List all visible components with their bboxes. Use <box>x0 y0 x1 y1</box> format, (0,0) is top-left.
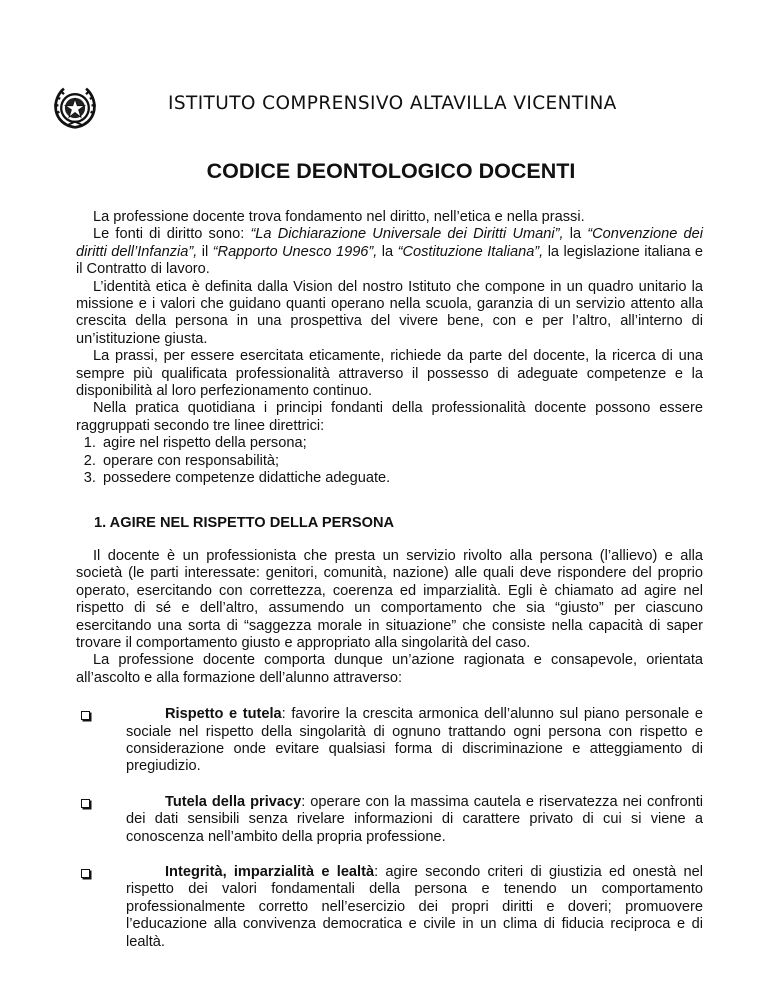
list-item <box>76 864 703 951</box>
principle-text: : favorire la crescita armonica dell’alunno sul piano personale e sociale nel rispetto della singolarità di ognuno trattando ogni persona con rispetto e considerazione onde evitare qualsiasi forma di discriminazione e atteggiamento di pregiudizio. <box>126 706 703 775</box>
square-bullet-icon <box>76 864 126 951</box>
school-name: ISTITUTO COMPRENSIVO ALTAVILLA VICENTINA <box>168 93 617 114</box>
square-bullet-icon <box>76 794 126 846</box>
principle-term: Rispetto e tutela <box>165 706 282 723</box>
intro-paragraph: La prassi, per essere esercitata eticamente, richiede da parte del docente, la ricerca di una sempre più qualificata professionalità attraverso il possesso di adeguate competenze e la disponibilità al loro perfezionamento continuo. <box>76 348 703 400</box>
guidelines-list <box>76 435 703 487</box>
list-item: 2. operare con responsabilità; <box>100 453 703 470</box>
list-item <box>76 794 703 846</box>
principle-term: Integrità, imparzialità e lealtà <box>165 864 375 880</box>
principles-list <box>76 706 703 951</box>
intro-sources-paragraph: Le fonti di diritto sono: “La Dichiarazione Universale dei Diritti Umani”, la “Convenzione dei diritti dell’Infanzia”, il “Rapporto Unesco 1996”, la “Costituzione Italiana”, la legislazione italiana e il Contratto di lavoro. <box>76 226 704 278</box>
intro-paragraph: Nella pratica quotidiana i principi fondanti della professionalità docente possono essere raggruppati secondo tre linee direttrici: <box>76 400 703 434</box>
list-item: 3. possedere competenze didattiche adeguate. <box>100 470 703 487</box>
document-body <box>76 209 703 969</box>
square-bullet-icon <box>76 706 126 776</box>
principle-text: : agire secondo criteri di giustizia ed onestà nel rispetto dei valori fondamentali della persona e tenendo un comportamento professionalmente corretto nell’esercizio dei propri diritti e doveri; promuovere l’educazione alla convivenza democratica e civile in un clima di fiducia reciproca e di lealtà. <box>126 864 703 950</box>
intro-paragraph: La professione docente trova fondamento nel diritto, nell’etica e nella prassi. <box>93 209 585 225</box>
principle-term: Tutela della privacy <box>165 793 302 810</box>
section-paragraph: La professione docente comporta dunque un’azione ragionata e consapevole, orientata all’ascolto e alla formazione dell’alunno attraverso: <box>76 652 703 686</box>
section-heading: 1. AGIRE NEL RISPETTO DELLA PERSONA <box>94 514 395 531</box>
italian-republic-emblem-icon <box>52 85 98 131</box>
section-paragraph: Il docente è un professionista che presta un servizio rivolto alla persona (l’allievo) e alla società (le parti interessate: genitori, comunità, nazione) alle quali deve rispondere del proprio operato, esercitando con correttezza, coerenza ed imparzialità. Egli è chiamato ad agire nel rispetto di sé e dell’altro, assumendo un comportamento che sia “giusto” per ciascuno esercitando una sorta di “saggezza morale in situazione” che consiste nella capacità di saper trovare il comportamento giusto e appropriato alla singolarità del caso. <box>76 547 703 651</box>
list-item <box>76 706 703 776</box>
principle-text: : operare con la massima cautela e riservatezza nei confronti dei dati sensibili senza rivelare informazioni di carattere privato di cui si viene a conoscenza nell’ambito della propria professione. <box>126 793 703 845</box>
document-title: CODICE DEONTOLOGICO DOCENTI <box>206 159 576 183</box>
intro-paragraph: L’identità etica è definita dalla Vision del nostro Istituto che compone in un quadro unitario la missione e i valori che guidano quanti operano nella scuola, garanzia di un servizio attento alla crescita della persona in una prospettiva del vivere bene, con e per l’altro, all’interno di un’istituzione giusta. <box>76 278 703 347</box>
list-item: 1. agire nel rispetto della persona; <box>100 435 703 452</box>
